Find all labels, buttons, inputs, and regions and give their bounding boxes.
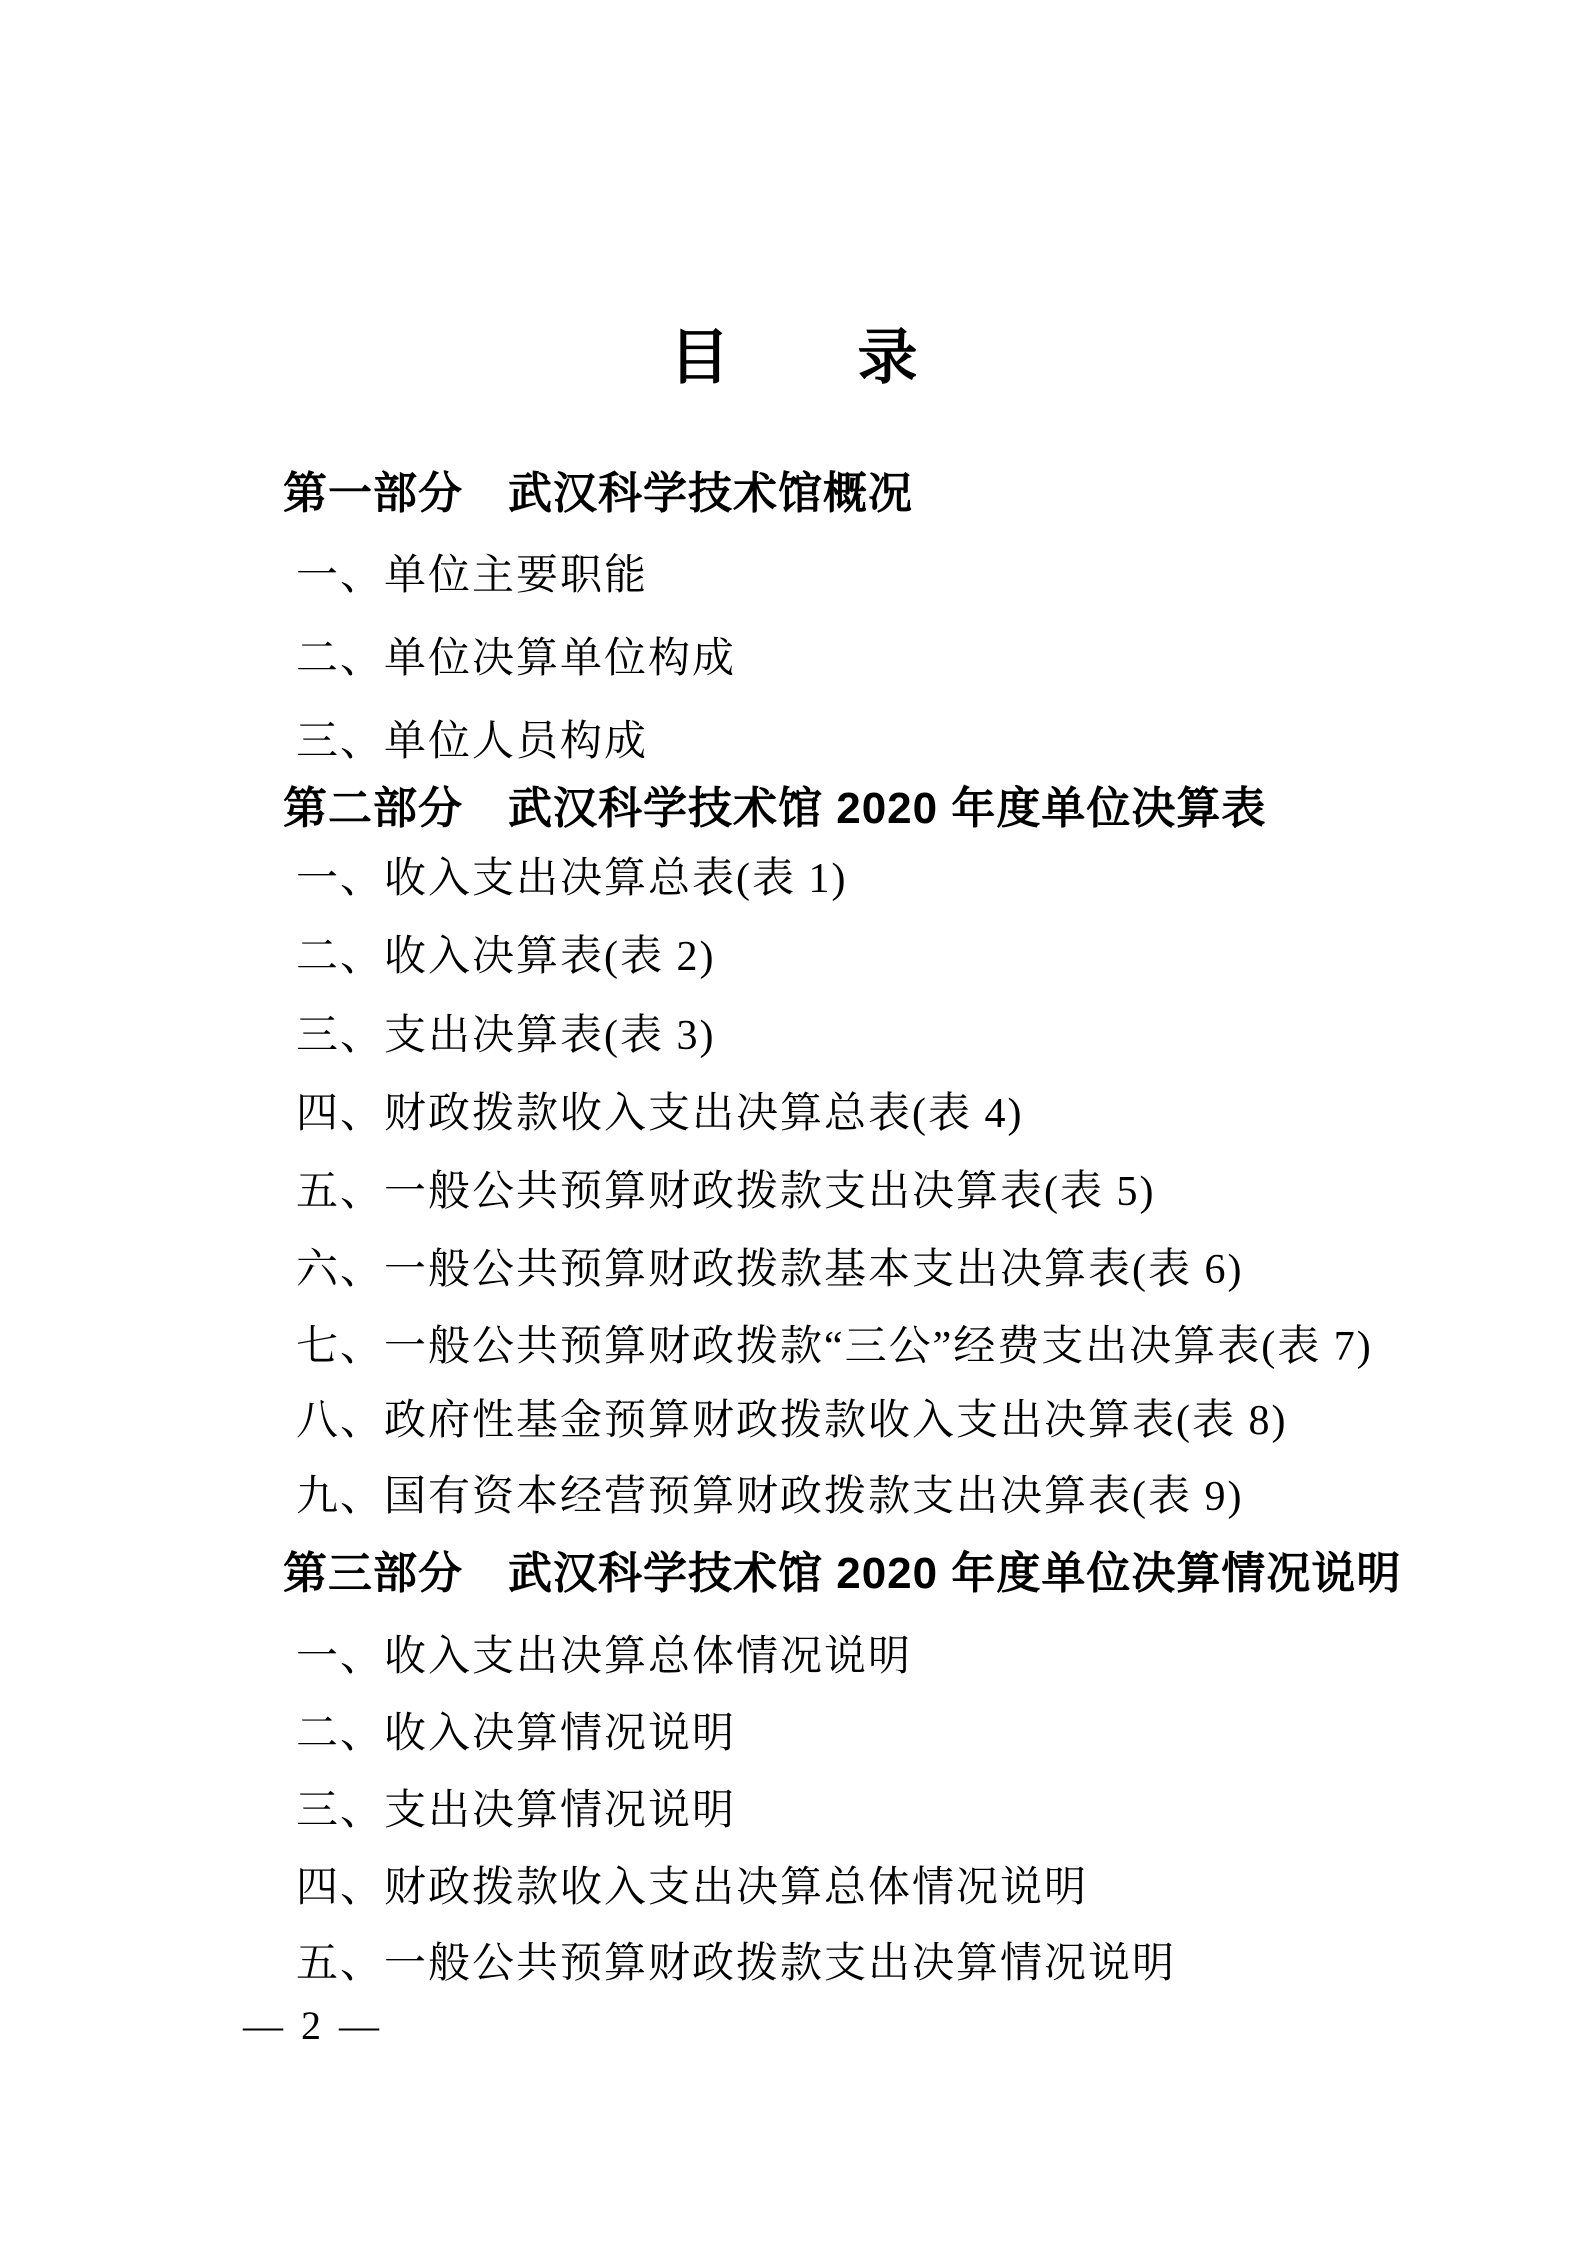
toc-section-heading-3: 第三部分 武汉科学技术馆 2020 年度单位决算情况说明 [283,1549,1402,1598]
toc-item: 六、一般公共预算财政拨款基本支出决算表(表 6) [296,1247,1244,1293]
toc-item: 四、财政拨款收入支出决算总体情况说明 [296,1865,1089,1911]
toc-item: 一、单位主要职能 [296,553,649,599]
toc-item: 一、收入支出决算总体情况说明 [296,1634,913,1680]
page-title-char-1: 目 [669,324,730,391]
toc-item: 二、单位决算单位构成 [296,636,737,682]
toc-item: 四、财政拨款收入支出决算总表(表 4) [296,1091,1024,1137]
toc-item: 五、一般公共预算财政拨款支出决算情况说明 [296,1941,1177,1987]
toc-item: 九、国有资本经营预算财政拨款支出决算表(表 9) [296,1474,1244,1520]
toc-item: 三、支出决算情况说明 [296,1788,737,1834]
toc-item: 二、收入决算表(表 2) [296,934,716,980]
toc-item: 二、收入决算情况说明 [296,1711,737,1757]
page-title-char-2: 录 [857,324,918,391]
toc-item: 三、支出决算表(表 3) [296,1013,716,1059]
page-number: — 2 — [243,2003,383,2048]
toc-item: 五、一般公共预算财政拨款支出决算表(表 5) [296,1169,1156,1215]
page-title [0,325,1587,391]
toc-item: 一、收入支出决算总表(表 1) [296,856,848,902]
toc-item: 三、单位人员构成 [296,719,649,765]
toc-item: 八、政府性基金预算财政拨款收入支出决算表(表 8) [296,1398,1288,1444]
toc-item: 七、一般公共预算财政拨款“三公”经费支出决算表(表 7) [296,1324,1373,1370]
toc-section-heading-2: 第二部分 武汉科学技术馆 2020 年度单位决算表 [283,784,1267,833]
toc-section-heading-1: 第一部分 武汉科学技术馆概况 [283,469,913,518]
